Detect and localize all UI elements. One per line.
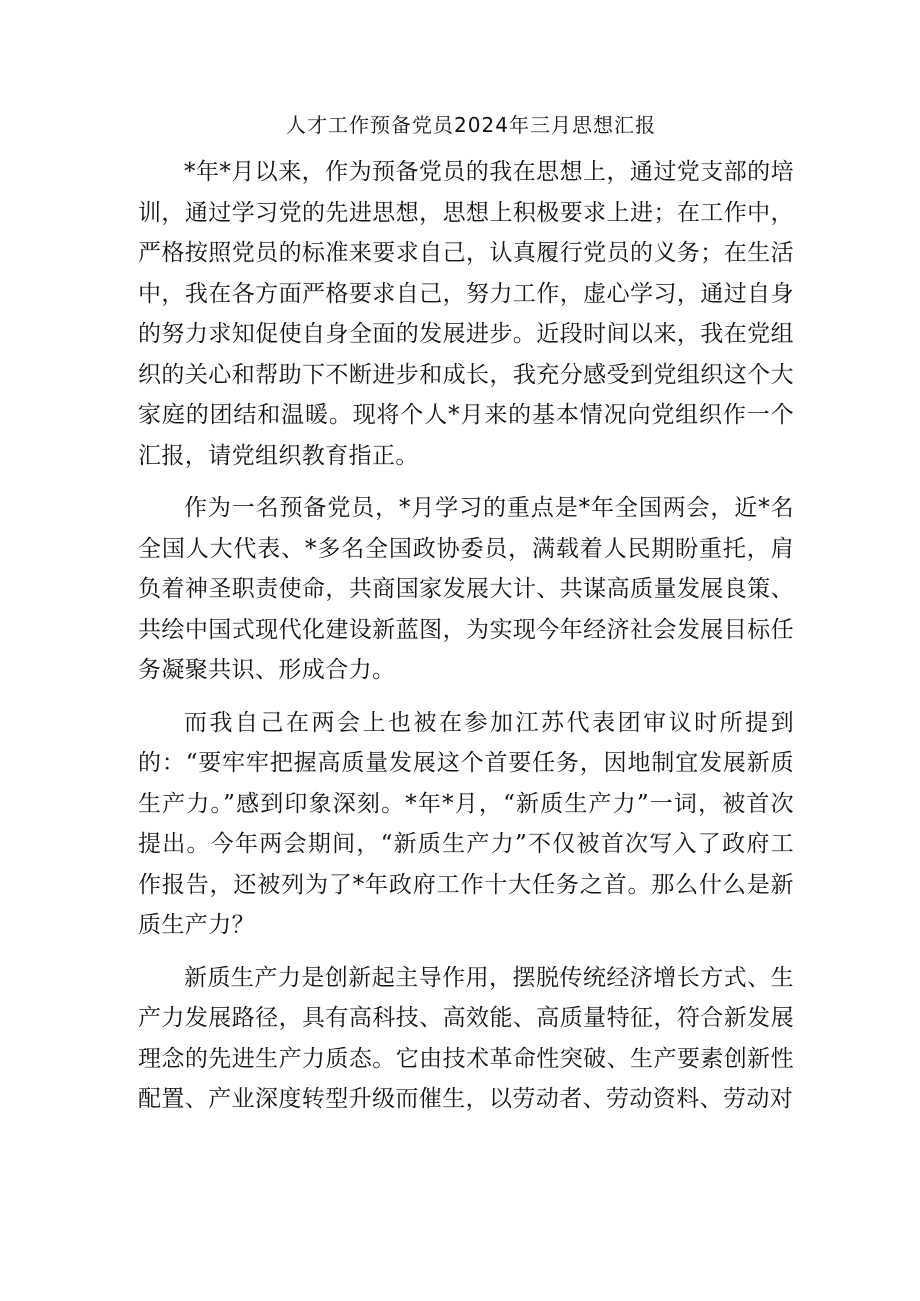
document-title: 人才工作预备党员2024年三月思想汇报 <box>286 113 656 137</box>
paragraph-impression: 而我自己在两会上也被在参加江苏代表团审议时所提到的：“要牢牢把握高质量发展这个首要任务，因地制宜发展新质生产力。”感到印象深刻。*年*月，“新质生产力”一词，被首次提出。今年两会期间，“新质生产力”不仅被首次写入了政府工作报告，还被列为了*年政府工作十大任务之首。那么什么是新质生产力？ <box>138 709 794 938</box>
paragraph-new-productivity: 新质生产力是创新起主导作用，摆脱传统经济增长方式、生产力发展路径，具有高科技、高效能、高质量特征，符合新发展理念的先进生产力质态。它由技术革命性突破、生产要素创新性配置、产业深度转型升级而催生，以劳动者、劳动资料、劳动对 <box>138 964 794 1112</box>
paragraph-study-focus: 作为一名预备党员，*月学习的重点是*年全国两会，近*名全国人大代表、*多名全国政协委员，满载着人民期盼重托，肩负着神圣职责使命，共商国家发展大计、共谋高质量发展良策、共绘中国式现代化建设新蓝图，为实现今年经济社会发展目标任务凝聚共识、形成合力。 <box>138 495 794 683</box>
paragraph-intro: *年*月以来，作为预备党员的我在思想上，通过党支部的培训，通过学习党的先进思想，思想上积极要求上进；在工作中，严格按照党员的标准来要求自己，认真履行党员的义务；在生活中，我在各方面严格要求自己，努力工作，虚心学习，通过自身的努力求知促使自身全面的发展进步。近段时间以来，我在党组织的关心和帮助下不断进步和成长，我充分感受到党组织这个大家庭的团结和温暖。现将个人*月来的基本情况向党组织作一个汇报，请党组织教育指正。 <box>138 159 794 469</box>
document-page <box>138 110 794 1132</box>
